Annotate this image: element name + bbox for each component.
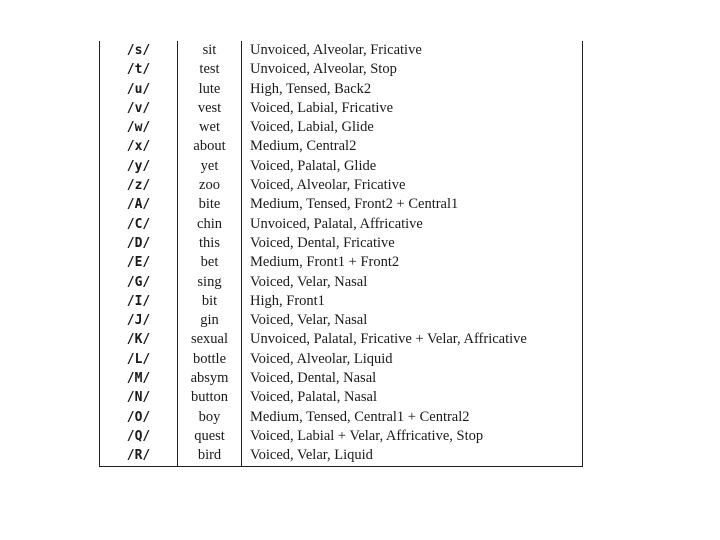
table-row bbox=[100, 176, 583, 195]
phoneme-features: Voiced, Dental, Fricative bbox=[250, 234, 395, 251]
phoneme-features: Voiced, Palatal, Nasal bbox=[250, 389, 377, 406]
phoneme-symbol: /R/ bbox=[100, 446, 178, 466]
phoneme-features: Voiced, Labial, Fricative bbox=[250, 99, 394, 116]
phoneme-symbol: /Q/ bbox=[100, 427, 178, 446]
table-row bbox=[100, 157, 583, 176]
phoneme-symbol: /O/ bbox=[100, 408, 178, 427]
table-row bbox=[100, 311, 583, 330]
example-word: button bbox=[178, 388, 242, 407]
example-word: sit bbox=[178, 41, 242, 60]
table-row bbox=[100, 408, 583, 427]
table-row bbox=[100, 388, 583, 407]
example-word: bit bbox=[178, 292, 242, 311]
phoneme-symbol: /N/ bbox=[100, 388, 178, 407]
table-row bbox=[100, 60, 583, 79]
phoneme-symbol: /G/ bbox=[100, 273, 178, 292]
example-word: wet bbox=[178, 118, 242, 137]
phoneme-symbol: /y/ bbox=[100, 157, 178, 176]
phoneme-symbol: /s/ bbox=[100, 41, 178, 60]
example-word: boy bbox=[178, 408, 242, 427]
phoneme-features: Voiced, Velar, Nasal bbox=[250, 273, 368, 290]
table-row bbox=[100, 253, 583, 272]
phoneme-features: Unvoiced, Palatal, Fricative + Velar, Affricative bbox=[250, 331, 527, 348]
table-row bbox=[100, 80, 583, 99]
phoneme-symbol: /w/ bbox=[100, 118, 178, 137]
table-row bbox=[100, 234, 583, 253]
table-row bbox=[100, 195, 583, 214]
phoneme-features: Voiced, Velar, Nasal bbox=[250, 312, 368, 329]
example-word: sing bbox=[178, 273, 242, 292]
phoneme-features: Medium, Central2 bbox=[250, 138, 357, 155]
phoneme-symbol: /A/ bbox=[100, 195, 178, 214]
phoneme-features: Voiced, Velar, Liquid bbox=[250, 447, 373, 464]
table-row bbox=[100, 215, 583, 234]
phoneme-symbol: /E/ bbox=[100, 253, 178, 272]
phoneme-features: High, Tensed, Back2 bbox=[250, 80, 372, 97]
phoneme-symbol: /x/ bbox=[100, 137, 178, 156]
phoneme-symbol: /u/ bbox=[100, 80, 178, 99]
example-word: gin bbox=[178, 311, 242, 330]
phoneme-symbol: /v/ bbox=[100, 99, 178, 118]
table-row bbox=[100, 446, 583, 466]
table-row bbox=[100, 330, 583, 349]
table-row bbox=[100, 137, 583, 156]
example-word: sexual bbox=[178, 330, 242, 349]
example-word: test bbox=[178, 60, 242, 79]
example-word: about bbox=[178, 137, 242, 156]
phoneme-features: High, Front1 bbox=[250, 292, 325, 309]
phoneme-symbol: /M/ bbox=[100, 369, 178, 388]
table-row bbox=[100, 41, 583, 60]
phoneme-symbol: /C/ bbox=[100, 215, 178, 234]
table-row bbox=[100, 369, 583, 388]
phoneme-features: Unvoiced, Palatal, Affricative bbox=[250, 215, 423, 232]
phoneme-features: Voiced, Palatal, Glide bbox=[250, 157, 377, 174]
table-row bbox=[100, 273, 583, 292]
table-body bbox=[100, 41, 583, 466]
table-row bbox=[100, 99, 583, 118]
phoneme-features: Voiced, Alveolar, Liquid bbox=[250, 350, 393, 367]
phoneme-symbol: /J/ bbox=[100, 311, 178, 330]
example-word: this bbox=[178, 234, 242, 253]
example-word: bird bbox=[178, 446, 242, 466]
phoneme-symbol: /K/ bbox=[100, 330, 178, 349]
phoneme-features: Medium, Tensed, Front2 + Central1 bbox=[250, 196, 459, 213]
phoneme-symbol: /I/ bbox=[100, 292, 178, 311]
example-word: lute bbox=[178, 80, 242, 99]
table-row bbox=[100, 350, 583, 369]
example-word: yet bbox=[178, 157, 242, 176]
phoneme-features: Medium, Tensed, Central1 + Central2 bbox=[250, 408, 470, 425]
phoneme-features: Voiced, Labial + Velar, Affricative, Stop bbox=[250, 427, 484, 444]
phoneme-symbol: /D/ bbox=[100, 234, 178, 253]
phoneme-symbol: /L/ bbox=[100, 350, 178, 369]
example-word: bite bbox=[178, 195, 242, 214]
phoneme-features: Voiced, Labial, Glide bbox=[250, 119, 374, 136]
phoneme-features: Voiced, Alveolar, Fricative bbox=[250, 177, 406, 194]
example-word: zoo bbox=[178, 176, 242, 195]
phoneme-features: Voiced, Dental, Nasal bbox=[250, 370, 377, 387]
table-row bbox=[100, 292, 583, 311]
example-word: bet bbox=[178, 253, 242, 272]
example-word: absym bbox=[178, 369, 242, 388]
example-word: bottle bbox=[178, 350, 242, 369]
phoneme-features: Unvoiced, Alveolar, Fricative bbox=[250, 42, 422, 58]
phoneme-feature-table bbox=[99, 41, 583, 467]
example-word: quest bbox=[178, 427, 242, 446]
example-word: chin bbox=[178, 215, 242, 234]
table-row bbox=[100, 118, 583, 137]
phoneme-symbol: /z/ bbox=[100, 176, 178, 195]
phoneme-symbol: /t/ bbox=[100, 60, 178, 79]
table-row bbox=[100, 427, 583, 446]
phoneme-features: Medium, Front1 + Front2 bbox=[250, 254, 400, 271]
example-word: vest bbox=[178, 99, 242, 118]
phoneme-features: Unvoiced, Alveolar, Stop bbox=[250, 61, 397, 78]
